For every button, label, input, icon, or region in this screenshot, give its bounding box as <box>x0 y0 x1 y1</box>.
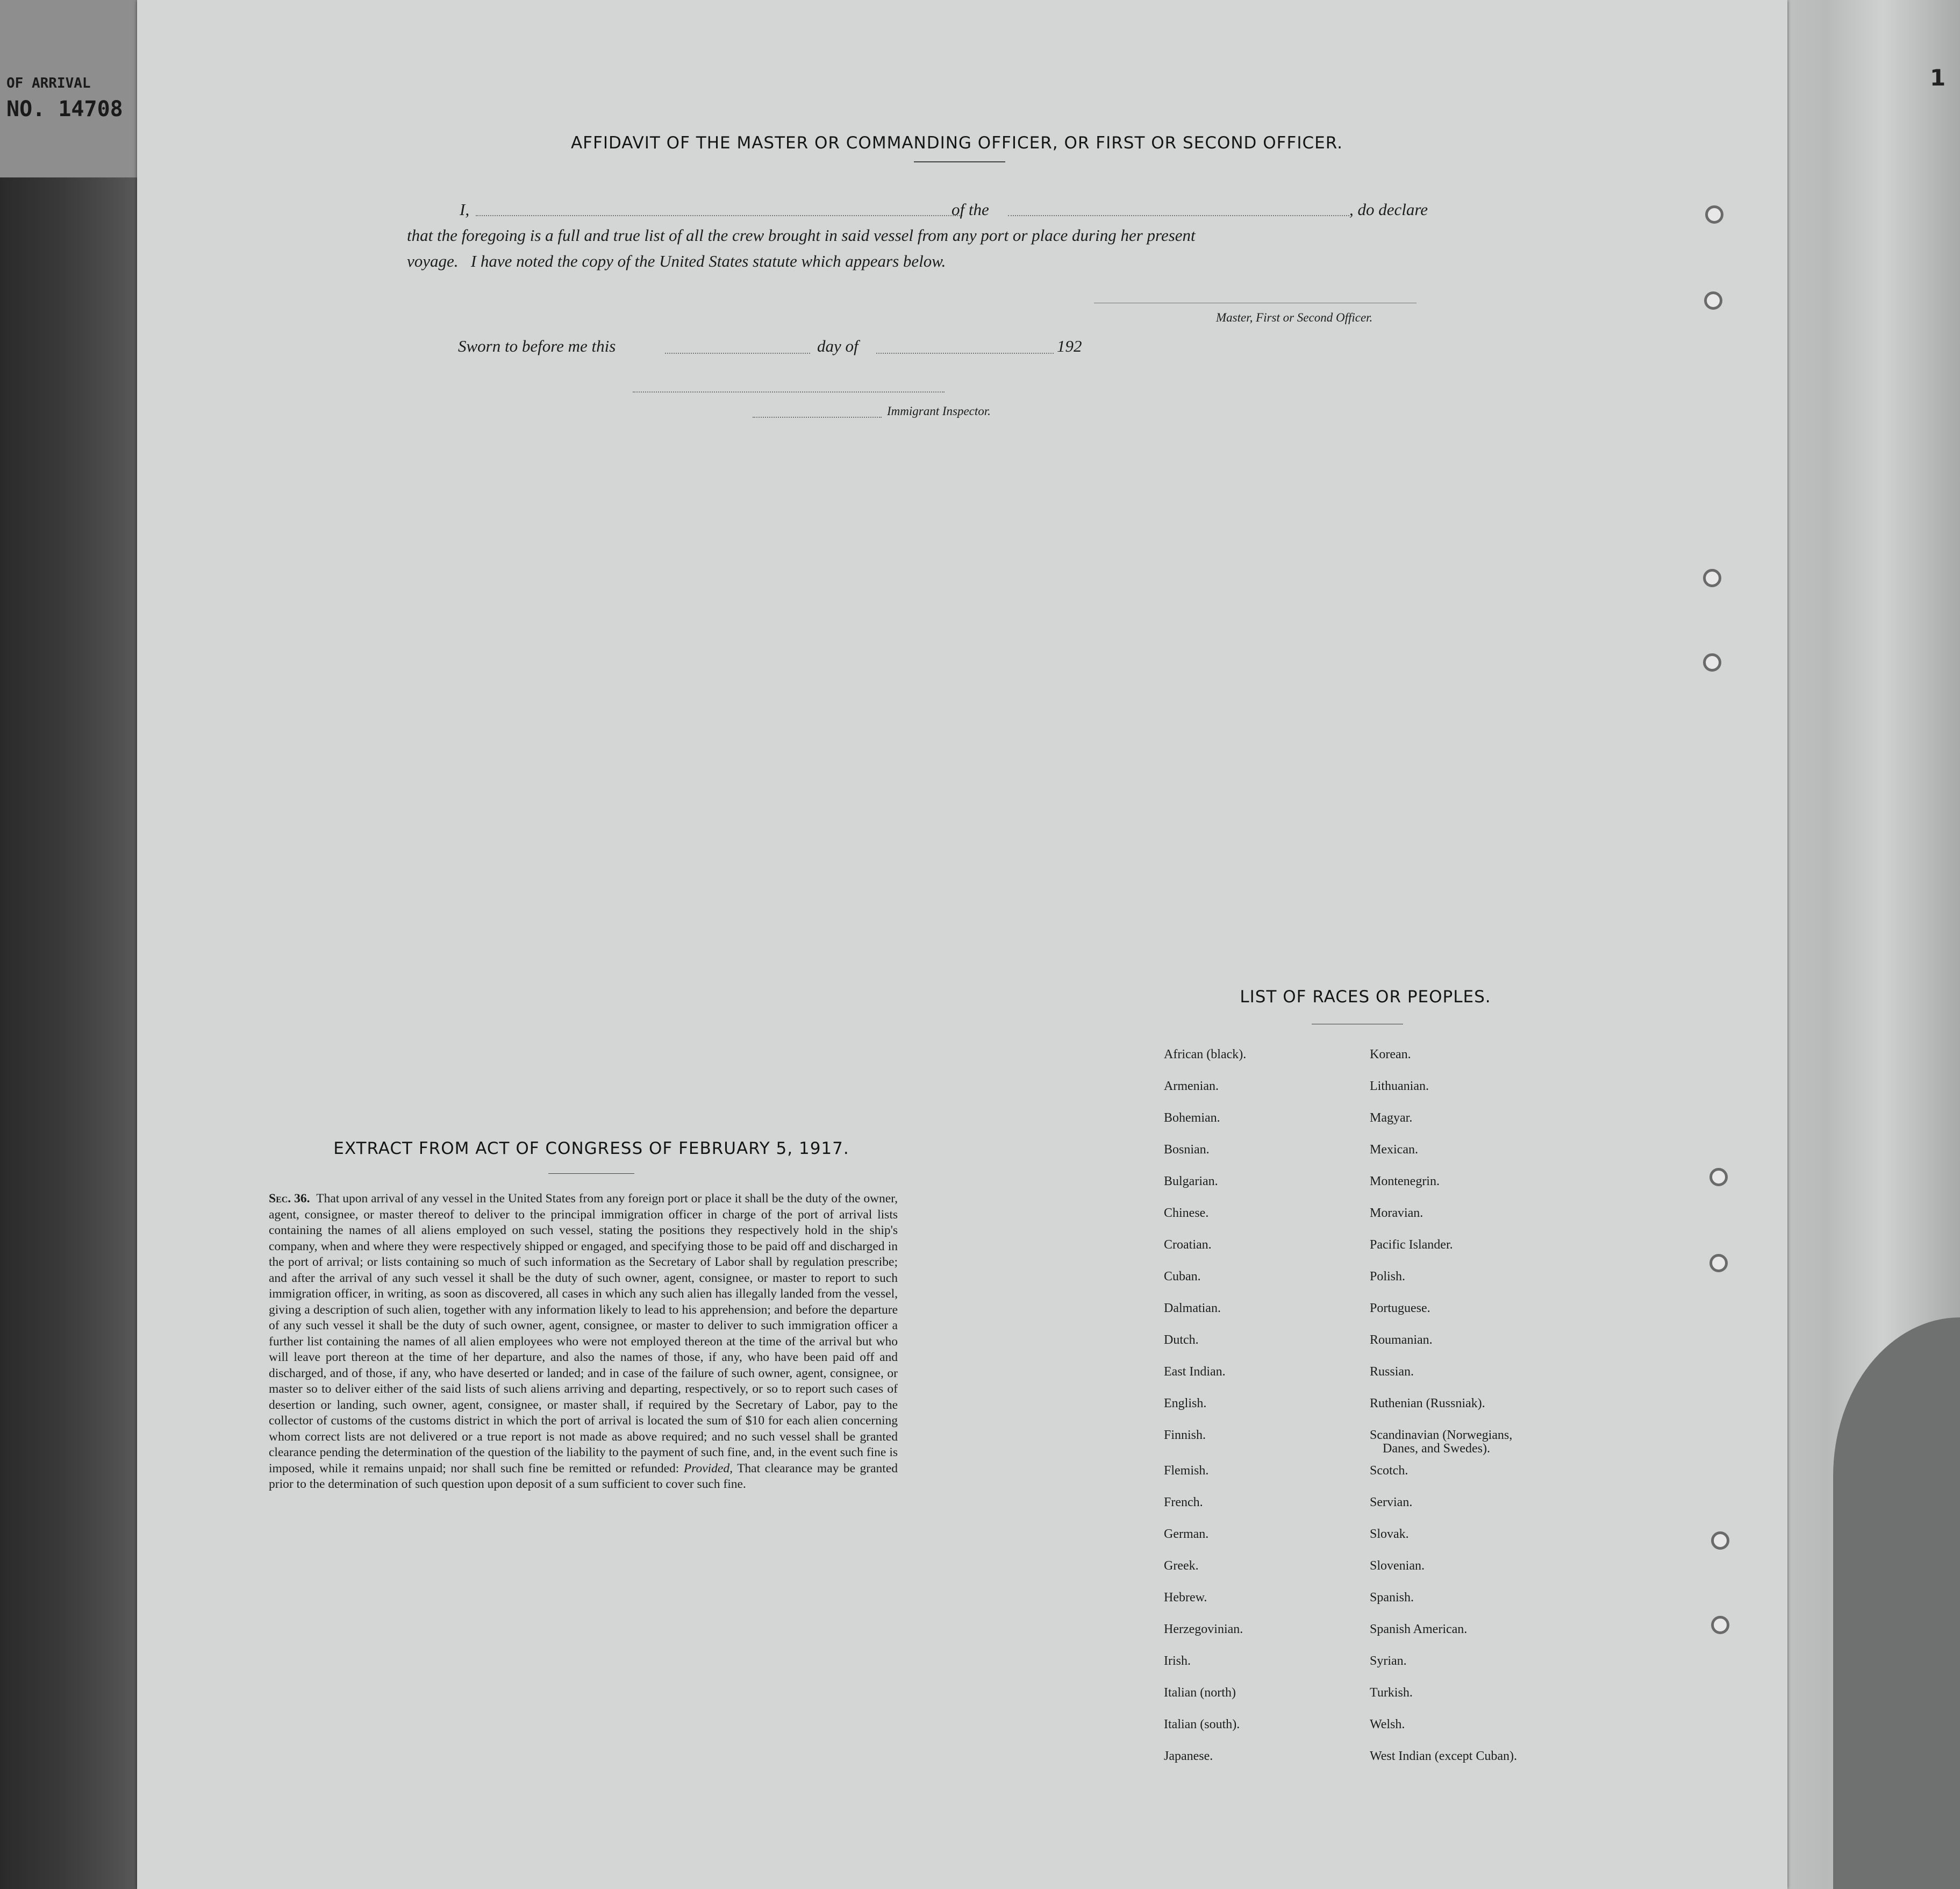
stamp-line1: OF ARRIVAL <box>6 75 91 91</box>
race-item: Finnish. <box>1164 1428 1206 1442</box>
race-item: Herzegovinian. <box>1164 1622 1243 1636</box>
race-item: English. <box>1164 1396 1207 1410</box>
stamp-line2: NO. 14708 <box>6 97 123 122</box>
race-item: German. <box>1164 1527 1209 1541</box>
race-item: Turkish. <box>1370 1686 1413 1700</box>
right-edge-shadow <box>1833 1317 1960 1889</box>
declaration-line3: voyage. I have noted the copy of the United States statute which appears below. <box>407 252 946 270</box>
day-of-text: day of <box>817 337 859 355</box>
race-item: Flemish. <box>1164 1464 1209 1478</box>
sworn-day-line <box>665 353 810 354</box>
year-prefix: 192 <box>1057 337 1082 355</box>
race-item: Spanish. <box>1370 1591 1414 1605</box>
title-rule <box>914 161 1005 162</box>
race-item: Polish. <box>1370 1270 1406 1284</box>
section-label: Sec. 36. <box>269 1192 310 1206</box>
underlying-sheet <box>0 0 145 177</box>
vessel-field-line <box>1008 215 1349 216</box>
statute-end: That clearance may be granted prior to the determination of such question upon deposit of a sum sufficient to cover such fine. <box>269 1461 898 1491</box>
race-item: Bosnian. <box>1164 1143 1210 1157</box>
race-item: Bulgarian. <box>1164 1174 1218 1188</box>
document-page <box>137 0 1787 1889</box>
sworn-month-line <box>876 353 1054 354</box>
statute-body: That upon arrival of any vessel in the United States from any foreign port or place it shall be the duty of the owner, agent, consignee, or master thereof to deliver to the principal immigration officer in charge of the port of arrival lists containing the names of all aliens employed on such vessel, stating the positions they respectively hold in the ship's company, when and where they were respectively shipped or engaged, and specifying those to be paid off and discharged in the port of arrival; or lists containing so much of such information as the Secretary of Labor shall by regulation prescribe; and after the arrival of any such vessel it shall be the duty of such owner, agent, consignee, or master to report to such immigration officer, in writing, as soon as discovered, all cases in which any such alien has illegally landed from the vessel, giving a description of such alien, together with any information likely to lead to his apprehension; and before the departure of any such vessel it shall be the duty of such owner, agent, consignee, or master to deliver to such immigration officer a further list containing the names of all alien employees who were not employed thereon at the time of the arrival but who will leave port thereon at the time of her departure, and also the names of those, if any, who have been paid off and discharged, and of those, if any, who have deserted or landed; and in case of the failure of such owner, agent, consignee, or master so to deliver either of the said lists of such aliens arriving and departing, respectively, or so to report such cases of desertion or landing, such owner, agent, consignee, or master shall, if required by the Secretary of Labor, pay to the collector of customs of the customs district in which the port of arrival is located the sum of $10 for each alien concerning whom correct lists are not delivered or a true report is not made as above required; and no such vessel shall be granted clearance pending the determination of the question of the liability to the payment of such fine, and, in the event such fine is imposed, while it remains unpaid; nor shall such fine be remitted or refunded: <box>269 1192 898 1475</box>
race-item: Servian. <box>1370 1495 1413 1509</box>
race-item: Slovenian. <box>1370 1559 1425 1573</box>
race-item: Dutch. <box>1164 1333 1199 1347</box>
declaration-do-declare: , do declare <box>1349 200 1428 219</box>
race-item: Greek. <box>1164 1559 1199 1573</box>
race-item: Ruthenian (Russniak). <box>1370 1396 1485 1410</box>
race-item: Armenian. <box>1164 1079 1219 1093</box>
sworn-text: Sworn to before me this <box>458 337 616 355</box>
race-item: Lithuanian. <box>1370 1079 1429 1093</box>
declaration-i: I, <box>460 200 470 219</box>
race-item: Moravian. <box>1370 1206 1423 1220</box>
left-background <box>0 0 140 1889</box>
race-item: Bohemian. <box>1164 1111 1220 1125</box>
race-item: Japanese. <box>1164 1749 1213 1763</box>
races-title: LIST OF RACES OR PEOPLES. <box>1240 987 1491 1007</box>
race-scandinavian-cont: Danes, and Swedes). <box>1383 1442 1490 1456</box>
statute-provided: Provided, <box>683 1461 733 1475</box>
race-item: Dalmatian. <box>1164 1301 1221 1315</box>
race-item: Syrian. <box>1370 1654 1407 1668</box>
inspector-signature-line <box>633 391 945 393</box>
punch-hole <box>1709 1254 1728 1272</box>
extract-rule <box>548 1173 634 1174</box>
race-item: French. <box>1164 1495 1203 1509</box>
statute-text <box>269 1191 898 1493</box>
punch-hole <box>1703 569 1721 587</box>
name-field-line <box>476 215 962 216</box>
race-item: Cuban. <box>1164 1270 1201 1284</box>
punch-hole <box>1709 1168 1728 1186</box>
race-item: Italian (south). <box>1164 1717 1240 1731</box>
race-item: Mexican. <box>1370 1143 1418 1157</box>
race-item: Welsh. <box>1370 1717 1405 1731</box>
race-item: West Indian (except Cuban). <box>1370 1749 1517 1763</box>
race-item: Slovak. <box>1370 1527 1409 1541</box>
punch-hole <box>1705 205 1723 224</box>
corner-number: 1 <box>1930 65 1946 91</box>
master-caption: Master, First or Second Officer. <box>1216 311 1373 324</box>
punch-hole <box>1711 1531 1729 1550</box>
race-item: Magyar. <box>1370 1111 1413 1125</box>
race-item: Spanish American. <box>1370 1622 1468 1636</box>
race-item: Italian (north) <box>1164 1686 1236 1700</box>
punch-hole <box>1703 653 1721 672</box>
race-item: Roumanian. <box>1370 1333 1433 1347</box>
affidavit-title: AFFIDAVIT OF THE MASTER OR COMMANDING OFFICER, OR FIRST OR SECOND OFFICER. <box>570 133 1343 153</box>
race-item: Hebrew. <box>1164 1591 1207 1605</box>
race-item: Scandinavian (Norwegians, <box>1370 1428 1513 1442</box>
race-item: Korean. <box>1370 1047 1411 1061</box>
extract-title: EXTRACT FROM ACT OF CONGRESS OF FEBRUARY 5, 1917. <box>333 1139 849 1158</box>
race-item: Russian. <box>1370 1365 1414 1379</box>
race-item: Croatian. <box>1164 1238 1212 1252</box>
punch-hole <box>1704 291 1722 310</box>
race-item: African (black). <box>1164 1047 1247 1061</box>
inspector-caption-line <box>753 417 882 418</box>
race-item: East Indian. <box>1164 1365 1226 1379</box>
race-item: Pacific Islander. <box>1370 1238 1453 1252</box>
declaration-of-the: of the <box>952 200 989 219</box>
inspector-caption: Immigrant Inspector. <box>887 404 991 418</box>
race-item: Scotch. <box>1370 1464 1408 1478</box>
race-item: Chinese. <box>1164 1206 1209 1220</box>
race-item: Portuguese. <box>1370 1301 1430 1315</box>
declaration-line2: that the foregoing is a full and true list of all the crew brought in said vessel from any port or place during her present <box>407 226 1196 245</box>
punch-hole <box>1711 1616 1729 1634</box>
race-item: Montenegrin. <box>1370 1174 1440 1188</box>
race-item: Irish. <box>1164 1654 1191 1668</box>
